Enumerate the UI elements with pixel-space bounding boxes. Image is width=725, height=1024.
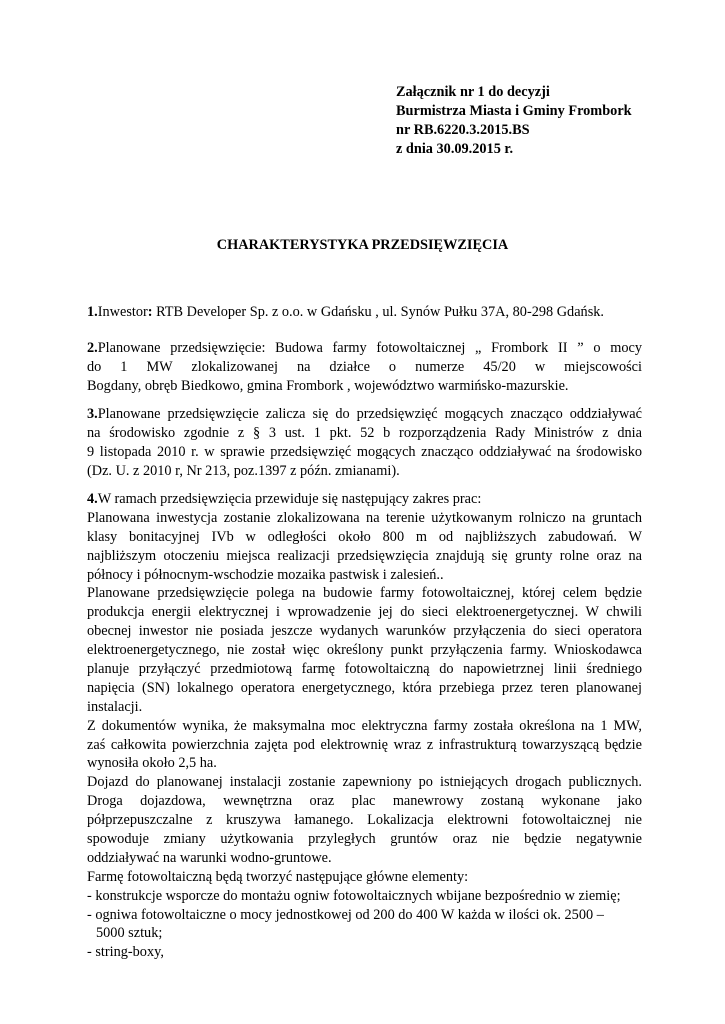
attachment-line-4: z dnia 30.09.2015 r.: [396, 141, 514, 157]
section-4-line: Farmę fotowoltaiczną będą tworzyć następujące główne elementy:: [87, 868, 469, 885]
section-4-line: Planowane przedsięwzięcie polega na budowie farmy fotowoltaicznej, której celem będzie: [87, 585, 642, 602]
section-2-line: Planowane przedsięwzięcie: Budowa farmy fotowoltaicznej „ Frombork II ” o mocy: [97, 340, 642, 356]
section-4-line: spowoduje zmiany użytkowania przyległych gruntów oraz nie będzie negatywnie: [87, 831, 642, 848]
attachment-line-3: nr RB.6220.3.2015.BS: [396, 122, 530, 138]
section-3-number: 3.: [87, 406, 98, 422]
section-4-list-item-continuation: 5000 sztuk;: [96, 925, 163, 942]
section-3-line: na środowisko zgodnie z § 3 ust. 1 pkt. 52 b rozporządzenia Rady Ministrów z dnia: [87, 424, 642, 441]
section-3: [87, 405, 642, 481]
section-4-line: planuje przyłączyć przedmiotową farmę fotowoltaiczną do napowietrznej linii średniego: [87, 661, 642, 678]
section-2: [87, 339, 642, 396]
section-4-line: Planowana inwestycja zostanie zlokalizowana na terenie użytkowanym rolniczo na gruntach: [87, 509, 642, 526]
section-4-list-item: - konstrukcje wsporcze do montażu ogniw fotowoltaicznych wbijane bezpośrednio w ziemię;: [87, 887, 621, 904]
section-4-line: Dojazd do planowanej instalacji zostanie zapewniony po istniejących drogach publicznych.: [87, 774, 642, 791]
attachment-line-1: Załącznik nr 1 do decyzji: [396, 84, 550, 100]
section-1-label: Inwestor: [97, 304, 148, 320]
section-4-line: produkcja energii elektrycznej i wprowadzenie jej do sieci elektroenergetycznej. W chwili: [87, 604, 642, 621]
section-4-list-item: - string-boxy,: [87, 944, 164, 961]
section-1-text: RTB Developer Sp. z o.o. w Gdańsku , ul. Synów Pułku 37A, 80-298 Gdańsk.: [152, 304, 604, 320]
section-2-line: Bogdany, obręb Biedkowo, gmina Frombork , województwo warmińsko-mazurskie.: [87, 377, 569, 394]
section-4-line: najbliższym otoczeniu miejsca realizacji przedsięwzięcia znajdują się grunty rolne oraz na: [87, 547, 642, 564]
section-1: [87, 303, 642, 322]
section-4-number: 4.: [87, 491, 98, 507]
attachment-header: [396, 83, 632, 159]
section-3-line: (Dz. U. z 2010 r, Nr 213, poz.1397 z późn. zmianami).: [87, 462, 400, 479]
section-4-line: obecnej inwestor nie posiada jeszcze wydanych warunków przyłączenia do sieci operatora: [87, 623, 642, 640]
section-1-colon: :: [147, 304, 153, 320]
section-4-line: Z dokumentów wynika, że maksymalna moc elektryczna farmy została określona na 1 MW,: [87, 717, 642, 734]
section-2-number: 2.: [87, 340, 98, 356]
section-4-line: północy i północnym-wschodzie mozaika pastwisk i zalesień..: [87, 566, 444, 583]
section-4-line: instalacji.: [87, 698, 143, 715]
section-3-line: 9 listopada 2010 r. w sprawie przedsięwzięć mogących znacząco oddziaływać na środowisko: [87, 443, 642, 460]
section-4-list-item: - ogniwa fotowoltaiczne o mocy jednostkowej od 200 do 400 W każda w ilości ok. 2500 –: [87, 906, 604, 923]
attachment-line-2: Burmistrza Miasta i Gminy Frombork: [396, 103, 632, 119]
section-3-line: Planowane przedsięwzięcie zalicza się do przedsięwzięć mogących znacząco oddziaływać: [97, 406, 642, 422]
section-4-line: oddziaływać na warunki wodno-gruntowe.: [87, 849, 332, 866]
section-4-line: zaś całkowita powierzchnia zajęta pod elektrownię wraz z infrastrukturą towarzyszącą będzie: [87, 736, 642, 753]
section-4-line: półprzepuszczalne z kruszywa łamanego. Lokalizacja elektrowni fotowoltaicznej nie: [87, 812, 642, 829]
section-1-number: 1.: [87, 304, 98, 320]
section-4: [87, 490, 642, 962]
section-4-line: napięcia (SN) lokalnego operatora energetycznego, która przebiega przez teren planowanej: [87, 679, 642, 696]
section-4-line: elektroenergetycznego, nie został więc określony punkt przyłączenia farmy. Wnioskodawca: [87, 642, 642, 659]
section-2-line: do 1 MW zlokalizowanej na działce o numerze 45/20 w miejscowości: [87, 358, 642, 375]
section-4-line: klasy bonitacyjnej IVb w odległości około 800 m od najbliższych zabudowań. W: [87, 528, 642, 545]
section-4-line: Droga dojazdowa, wewnętrzna oraz plac manewrowy zostaną wykonane jako: [87, 793, 642, 810]
section-4-line: wynosiła około 2,5 ha.: [87, 755, 217, 772]
document-title: CHARAKTERYSTYKA PRZEDSIĘWZIĘCIA: [216, 237, 509, 253]
section-4-intro: W ramach przedsięwzięcia przewiduje się następujący zakres prac:: [97, 491, 482, 507]
